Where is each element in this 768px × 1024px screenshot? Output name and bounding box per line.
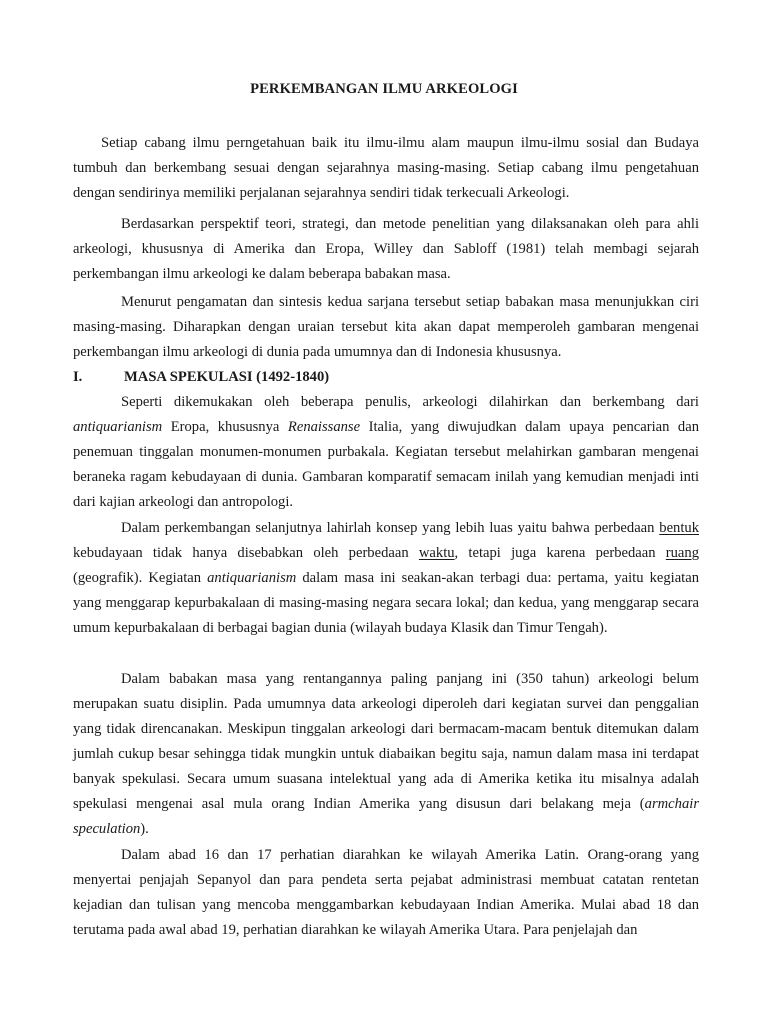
paragraph-intro: Setiap cabang ilmu perngetahuan baik itu ilmu-ilmu alam maupun ilmu-ilmu sosial dan Budaya tumbuh dan berkembang sesuai dengan sejarahnya masing-masing. Setiap cabang ilmu pengetahuan dengan sendirinya memiliki perjalanan sejarahnya sendiri tidak terkecuali Arkeologi. [73, 135, 699, 201]
paragraph-concept: Dalam perkembangan selanjutnya lahirlah konsep yang lebih luas yaitu bahwa perbedaan bentuk kebudayaan tidak hanya disebabkan oleh perbedaan waktu, tetapi juga karena perbedaan ruang (geografik). Kegiatan antiquarianism dalam masa ini seakan-akan terbagi dua: pertama, yaitu kegiatan yang menggarap kepurbakalaan di masing-masing negara secara lokal; dan kedua, yang menggarap secara umum kepurbakalaan di berbagai bagian dunia (wilayah budaya Klasik dan Timur Tengah). [73, 520, 699, 636]
paragraph-perspective: Berdasarkan perspektif teori, strategi, dan metode penelitian yang dilaksanakan oleh para ahli arkeologi, khususnya di Amerika dan Eropa, Willey dan Sabloff (1981) telah membagi sejarah perkembangan ilmu arkeologi ke dalam beberapa babakan masa. [73, 216, 699, 282]
term-waktu: waktu [418, 545, 455, 561]
term-ruang: ruang [665, 545, 699, 561]
document-title: PERKEMBANGAN ILMU ARKEOLOGI [250, 81, 518, 97]
term-armchair-speculation: armchair speculation [73, 796, 699, 837]
term-antiquarianism-2: antiquarianism [207, 570, 297, 586]
term-bentuk: bentuk [659, 520, 699, 536]
section-number: I. [73, 369, 83, 385]
section-title: MASA SPEKULASI (1492-1840) [124, 369, 330, 385]
term-renaissanse: Renaissanse [287, 419, 361, 435]
paragraph-speculation: Dalam babakan masa yang rentangannya paling panjang ini (350 tahun) arkeologi belum merupakan suatu disiplin. Pada umumnya data arkeologi diperoleh dari kegiatan survei dan penggalian yang tidak direncanakan. Meskipun tinggalan arkeologi dari bermacam-macam bentuk ditemukan dalam jumlah cukup besar sehingga tidak mungkin untuk diabaikan begitu saja, namun dalam masa ini terdapat banyak spekulasi. Secara umum suasana intelektual yang ada di Amerika ketika itu misalnya adalah spekulasi mengenai asal mula orang Indian Amerika yang disusun dari belakang meja (armchair speculation). [73, 671, 699, 837]
paragraph-antiquarianism: Seperti dikemukakan oleh beberapa penulis, arkeologi dilahirkan dan berkembang dari antiquarianism Eropa, khususnya Renaissanse Italia, yang diwujudkan dalam upaya pencarian dan penemuan tinggalan monumen-monumen purbakala. Kegiatan tersebut melahirkan gambaran mengenai beraneka ragam kebudayaan di dunia. Gambaran komparatif semacam inilah yang kemudian menjadi inti dari kajian arkeologi dan antropologi. [73, 394, 699, 510]
term-antiquarianism: antiquarianism [73, 419, 163, 435]
paragraph-latin-america: Dalam abad 16 dan 17 perhatian diarahkan ke wilayah Amerika Latin. Orang-orang yang menyertai penjajah Sepanyol dan para pendeta serta pejabat administrasi membuat catatan rentetan kejadian dan tulisan yang mencoba menggambarkan kebudayaan Indian Amerika. Mulai abad 18 dan terutama pada awal abad 19, perhatian diarahkan ke wilayah Amerika Utara. Para penjelajah dan [73, 847, 699, 938]
section-heading [73, 366, 699, 388]
paragraph-synthesis: Menurut pengamatan dan sintesis kedua sarjana tersebut setiap babakan masa menunjukkan ciri masing-masing. Diharapkan dengan uraian tersebut kita akan dapat memperoleh gambaran mengenai perkembangan ilmu arkeologi di dunia pada umumnya dan di Indonesia khususnya. [73, 294, 699, 360]
